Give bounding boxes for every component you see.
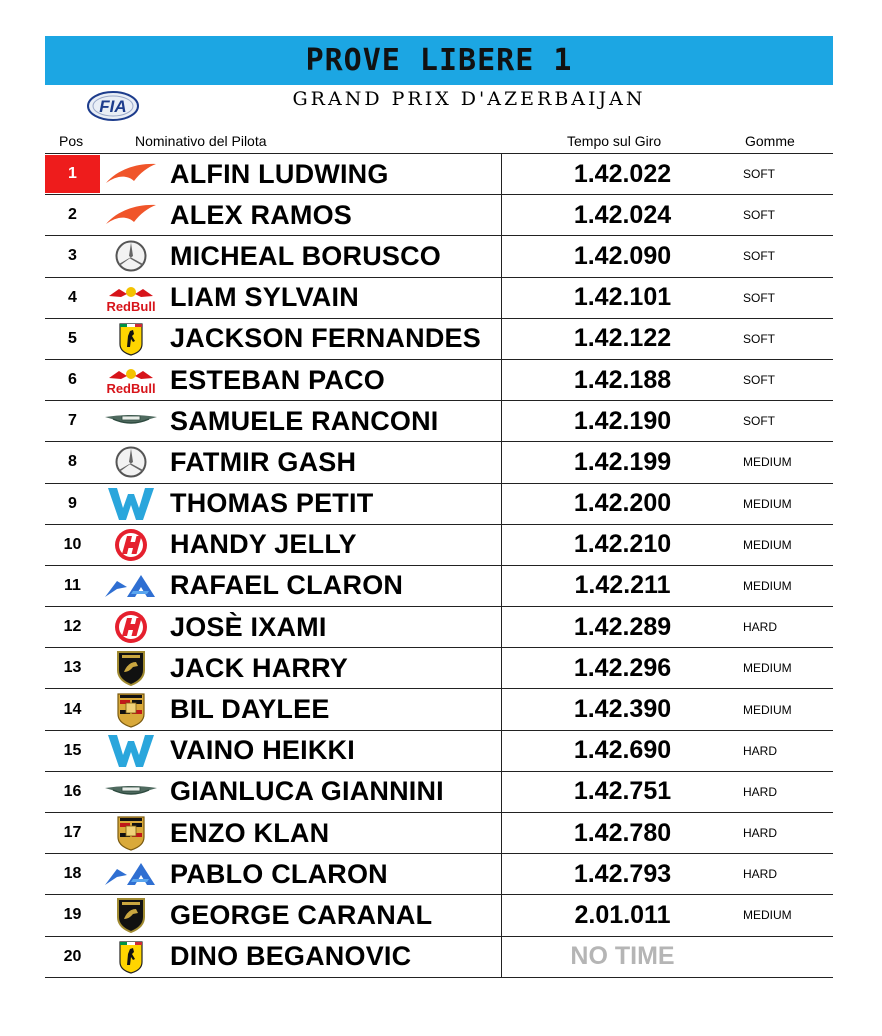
driver-name: BIL DAYLEE	[170, 694, 330, 725]
tyre-compound: HARD	[743, 620, 778, 635]
result-row	[45, 401, 833, 442]
ferrari-logo-icon	[103, 319, 159, 359]
position-cell: 9	[68, 494, 77, 512]
result-row	[45, 195, 833, 236]
lap-time: 1.42.090	[573, 241, 672, 270]
tyre-compound: SOFT	[743, 208, 775, 223]
lap-time: 1.42.690	[573, 736, 672, 765]
driver-name: MICHEAL BORUSCO	[170, 240, 442, 271]
tyre-compound: SOFT	[743, 414, 775, 429]
lap-time: 1.42.199	[573, 447, 672, 476]
result-row	[45, 566, 833, 607]
tyre-compound: HARD	[743, 743, 778, 758]
position-cell: 14	[63, 700, 82, 718]
driver-name: JACK HARRY	[170, 652, 349, 683]
result-row	[45, 236, 833, 277]
haas-logo-icon	[103, 607, 159, 647]
position-cell: 8	[68, 453, 77, 471]
result-row	[45, 484, 833, 525]
aston-martin-logo-icon	[103, 401, 159, 441]
tyre-compound: MEDIUM	[743, 537, 792, 552]
svg-text:RedBull: RedBull	[106, 298, 156, 313]
result-row	[45, 772, 833, 813]
lap-time: 1.42.289	[573, 612, 672, 641]
position-cell: 17	[63, 824, 82, 842]
driver-name: FATMIR GASH	[170, 446, 357, 477]
result-row	[45, 319, 833, 360]
page-subtitle	[45, 88, 833, 110]
page-title: PROVE LIBERE 1	[305, 43, 573, 78]
tyre-compound: HARD	[743, 867, 778, 882]
driver-name: SAMUELE RANCONI	[170, 405, 439, 436]
result-row	[45, 442, 833, 483]
lap-time: 1.42.024	[573, 200, 672, 229]
driver-name: GEORGE CARANAL	[170, 899, 433, 930]
lap-time: 1.42.211	[574, 571, 671, 600]
position-cell: 4	[68, 288, 77, 306]
svg-text:RedBull: RedBull	[106, 381, 156, 396]
svg-text:FIA: FIA	[99, 97, 127, 116]
driver-name: DINO BEGANOVIC	[170, 941, 412, 972]
lap-time: 1.42.210	[573, 530, 672, 559]
subtitle-text: GRAND PRIX D'AZERBAIJAN	[292, 88, 646, 110]
position-cell: 10	[63, 535, 82, 553]
lap-time: 1.42.200	[573, 489, 672, 518]
redbull-logo-icon	[103, 278, 159, 318]
tyre-compound: SOFT	[743, 290, 775, 305]
porsche-logo-icon	[103, 689, 159, 729]
column-headers	[45, 133, 833, 153]
lap-time: 2.01.011	[574, 900, 671, 929]
position-cell: 13	[63, 659, 82, 677]
position-cell: 6	[68, 371, 77, 389]
driver-name: GIANLUCA GIANNINI	[170, 776, 444, 807]
haas-logo-icon	[103, 525, 159, 565]
position-cell: 7	[68, 412, 77, 430]
redbull-logo-icon	[103, 360, 159, 400]
position-cell: 11	[64, 576, 81, 594]
tyre-compound: SOFT	[743, 249, 775, 264]
position-cell: 19	[63, 906, 82, 924]
lap-time: 1.42.780	[573, 818, 672, 847]
driver-name: VAINO HEIKKI	[170, 735, 355, 766]
tyre-compound: MEDIUM	[743, 908, 792, 923]
position-cell: 12	[63, 618, 82, 636]
driver-name: PABLO CLARON	[170, 858, 388, 889]
driver-name: THOMAS PETIT	[170, 488, 374, 519]
tyre-compound: MEDIUM	[743, 496, 792, 511]
position-cell: 16	[63, 782, 82, 800]
lap-time: 1.42.101	[573, 283, 672, 312]
driver-name: ALFIN LUDWING	[170, 158, 389, 189]
williams-logo-icon	[103, 484, 159, 524]
driver-name: JACKSON FERNANDES	[170, 323, 481, 354]
lap-time: 1.42.122	[573, 324, 672, 353]
result-row	[45, 278, 833, 319]
result-row	[45, 648, 833, 689]
driver-name: RAFAEL CLARON	[170, 570, 404, 601]
mercedes-logo-icon	[103, 442, 159, 482]
mclaren-logo-icon	[103, 195, 159, 235]
tyre-compound	[743, 937, 823, 977]
tyre-compound: MEDIUM	[743, 578, 792, 593]
lap-time: 1.42.793	[573, 859, 672, 888]
result-row	[45, 154, 833, 195]
header-driver: Nominativo del Pilota	[135, 133, 267, 149]
lap-time: 1.42.190	[573, 406, 672, 435]
lap-time: 1.42.296	[573, 653, 672, 682]
position-cell: 20	[63, 947, 82, 965]
result-row	[45, 689, 833, 730]
header-tyres: Gomme	[745, 133, 795, 149]
lamborghini-logo-icon	[103, 648, 159, 688]
result-row	[45, 731, 833, 772]
tyre-compound: SOFT	[743, 167, 775, 182]
tyre-compound: SOFT	[743, 373, 775, 388]
ferrari-logo-icon	[103, 937, 159, 977]
lap-time: NO TIME	[570, 942, 675, 971]
driver-name: JOSÈ IXAMI	[170, 611, 327, 642]
tyre-compound: SOFT	[743, 331, 775, 346]
mercedes-logo-icon	[103, 236, 159, 276]
lamborghini-logo-icon	[103, 895, 159, 935]
driver-name: HANDY JELLY	[170, 529, 357, 560]
porsche-logo-icon	[103, 813, 159, 853]
position-cell: 2	[68, 206, 77, 224]
results-table	[45, 153, 833, 978]
lap-time: 1.42.022	[573, 159, 672, 188]
lap-time: 1.42.188	[573, 365, 672, 394]
position-cell: 18	[63, 865, 82, 883]
driver-name: LIAM SYLVAIN	[170, 282, 359, 313]
tyre-compound: MEDIUM	[743, 702, 792, 717]
alpine-logo-icon	[103, 566, 159, 606]
result-row	[45, 854, 833, 895]
aston-martin-logo-icon	[103, 772, 159, 812]
mclaren-logo-icon	[103, 154, 159, 194]
result-row	[45, 607, 833, 648]
header-lap-time: Tempo sul Giro	[567, 133, 662, 149]
result-row	[45, 360, 833, 401]
header-pos: Pos	[59, 133, 84, 149]
position-cell: 1	[45, 155, 100, 193]
tyre-compound: MEDIUM	[743, 661, 792, 676]
tyre-compound: HARD	[743, 826, 778, 841]
result-row	[45, 937, 833, 978]
williams-logo-icon	[103, 731, 159, 771]
result-row	[45, 525, 833, 566]
tyre-compound: MEDIUM	[743, 455, 792, 470]
lap-time: 1.42.751	[573, 777, 672, 806]
position-cell: 15	[63, 741, 82, 759]
lap-time: 1.42.390	[573, 695, 672, 724]
driver-name: ESTEBAN PACO	[170, 364, 385, 395]
alpine-logo-icon	[103, 854, 159, 894]
position-cell: 3	[68, 247, 77, 265]
title-banner	[45, 36, 833, 85]
result-row	[45, 813, 833, 854]
driver-name: ENZO KLAN	[170, 817, 330, 848]
result-row	[45, 895, 833, 936]
position-cell: 5	[68, 329, 77, 347]
tyre-compound: HARD	[743, 784, 778, 799]
driver-name: ALEX RAMOS	[170, 199, 353, 230]
